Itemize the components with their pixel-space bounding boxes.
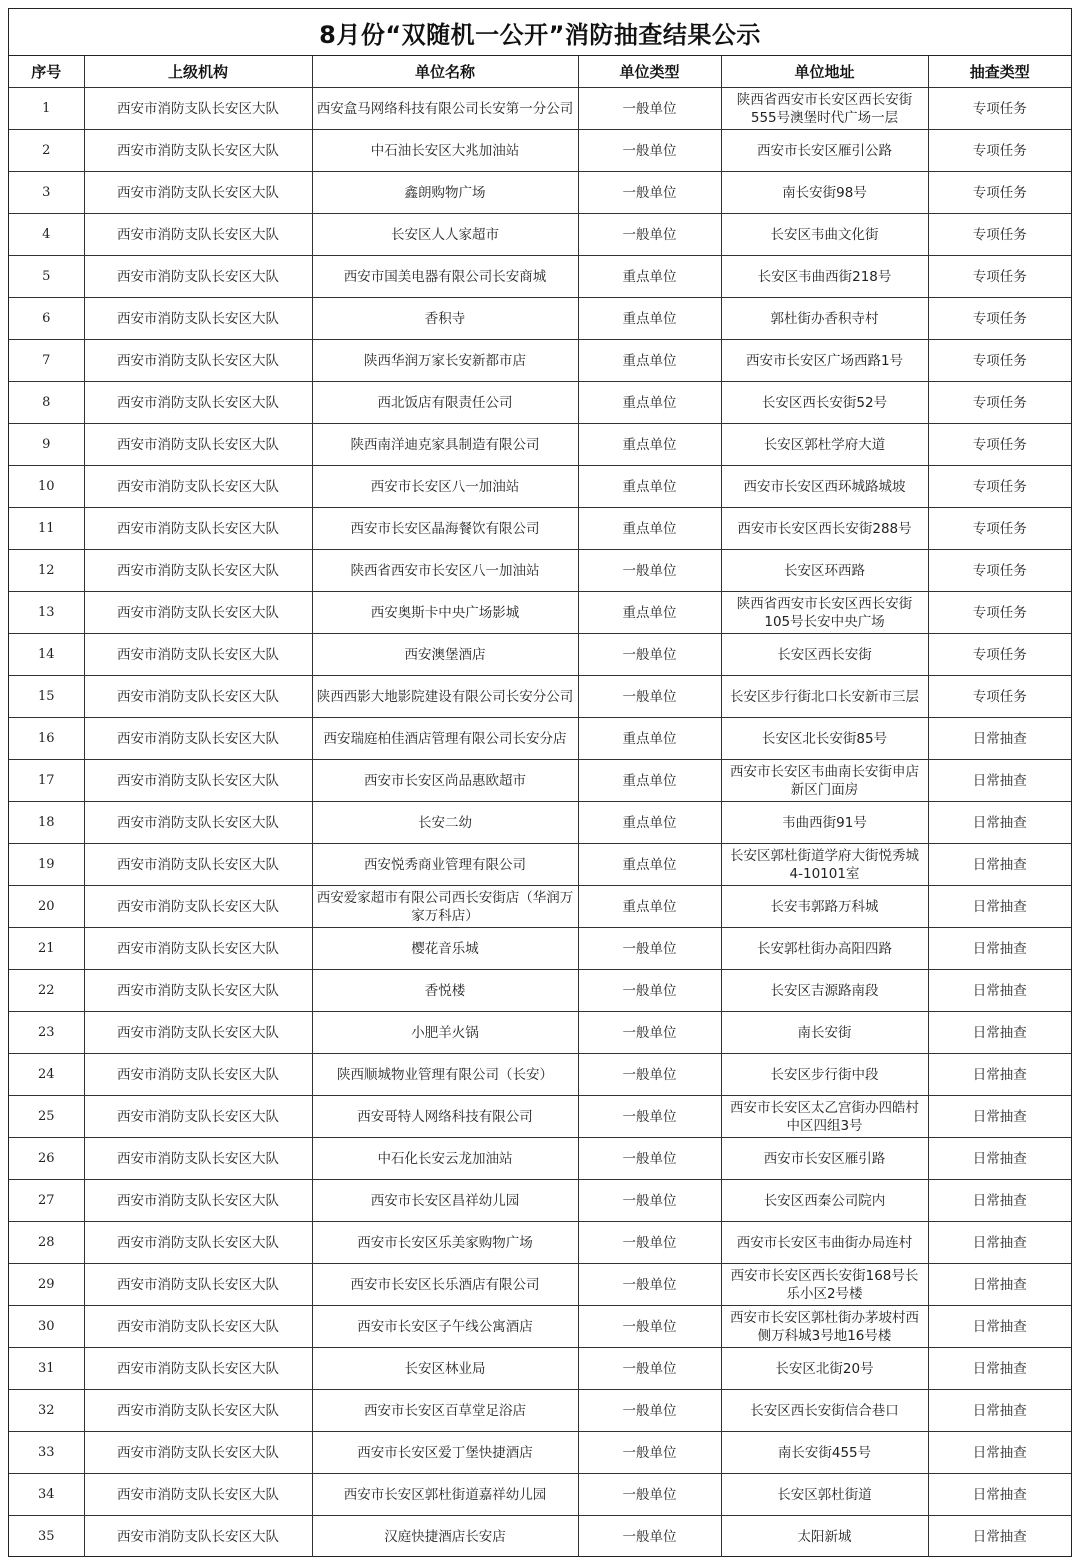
table-row bbox=[9, 130, 1071, 172]
cell-index: 31 bbox=[9, 1348, 84, 1390]
table-row bbox=[9, 592, 1071, 634]
cell-inspection-type: 日常抽查 bbox=[928, 844, 1071, 886]
cell-unit-name: 西安市国美电器有限公司长安商城 bbox=[312, 256, 578, 298]
cell-unit-type: 一般单位 bbox=[578, 550, 721, 592]
cell-inspection-type: 专项任务 bbox=[928, 466, 1071, 508]
table-row bbox=[9, 1390, 1071, 1432]
cell-inspection-type: 专项任务 bbox=[928, 340, 1071, 382]
cell-unit-type: 一般单位 bbox=[578, 130, 721, 172]
cell-parent-org: 西安市消防支队长安区大队 bbox=[84, 760, 312, 802]
table-row bbox=[9, 886, 1071, 928]
cell-unit-type: 一般单位 bbox=[578, 1222, 721, 1264]
cell-unit-name: 西安市长安区八一加油站 bbox=[312, 466, 578, 508]
cell-unit-address: 西安市长安区韦曲街办局连村 bbox=[721, 1222, 928, 1264]
cell-unit-type: 重点单位 bbox=[578, 886, 721, 928]
cell-unit-name: 樱花音乐城 bbox=[312, 928, 578, 970]
table-row bbox=[9, 970, 1071, 1012]
column-header-unit-type: 单位类型 bbox=[578, 56, 721, 88]
cell-unit-type: 重点单位 bbox=[578, 466, 721, 508]
column-header-unit-name: 单位名称 bbox=[312, 56, 578, 88]
cell-index: 35 bbox=[9, 1516, 84, 1558]
table-row bbox=[9, 1432, 1071, 1474]
cell-unit-address: 长安郭杜街办高阳四路 bbox=[721, 928, 928, 970]
cell-inspection-type: 日常抽查 bbox=[928, 928, 1071, 970]
cell-parent-org: 西安市消防支队长安区大队 bbox=[84, 214, 312, 256]
cell-unit-name: 中石化长安云龙加油站 bbox=[312, 1138, 578, 1180]
cell-inspection-type: 日常抽查 bbox=[928, 1264, 1071, 1306]
table-row bbox=[9, 340, 1071, 382]
cell-inspection-type: 日常抽查 bbox=[928, 1012, 1071, 1054]
cell-unit-address: 陕西省西安市长安区西长安街105号长安中央广场 bbox=[721, 592, 928, 634]
cell-unit-address: 西安市长安区郭杜街办茅坡村西侧万科城3号地16号楼 bbox=[721, 1306, 928, 1348]
cell-inspection-type: 日常抽查 bbox=[928, 1516, 1071, 1558]
cell-index: 26 bbox=[9, 1138, 84, 1180]
cell-unit-type: 一般单位 bbox=[578, 1306, 721, 1348]
cell-index: 17 bbox=[9, 760, 84, 802]
cell-parent-org: 西安市消防支队长安区大队 bbox=[84, 676, 312, 718]
cell-index: 29 bbox=[9, 1264, 84, 1306]
table-row bbox=[9, 1054, 1071, 1096]
table-row bbox=[9, 760, 1071, 802]
table-row bbox=[9, 1138, 1071, 1180]
cell-unit-name: 陕西华润万家长安新都市店 bbox=[312, 340, 578, 382]
cell-unit-type: 重点单位 bbox=[578, 718, 721, 760]
cell-parent-org: 西安市消防支队长安区大队 bbox=[84, 928, 312, 970]
table-row bbox=[9, 466, 1071, 508]
cell-unit-type: 一般单位 bbox=[578, 1348, 721, 1390]
table-row bbox=[9, 844, 1071, 886]
cell-parent-org: 西安市消防支队长安区大队 bbox=[84, 1516, 312, 1558]
cell-unit-address: 南长安街455号 bbox=[721, 1432, 928, 1474]
column-header-unit-address: 单位地址 bbox=[721, 56, 928, 88]
cell-unit-name: 香积寺 bbox=[312, 298, 578, 340]
cell-inspection-type: 日常抽查 bbox=[928, 1348, 1071, 1390]
cell-unit-address: 太阳新城 bbox=[721, 1516, 928, 1558]
table-row bbox=[9, 1222, 1071, 1264]
cell-inspection-type: 专项任务 bbox=[928, 550, 1071, 592]
cell-unit-address: 长安区步行街北口长安新市三层 bbox=[721, 676, 928, 718]
cell-index: 13 bbox=[9, 592, 84, 634]
cell-index: 10 bbox=[9, 466, 84, 508]
cell-unit-name: 西安市长安区昌祥幼儿园 bbox=[312, 1180, 578, 1222]
cell-parent-org: 西安市消防支队长安区大队 bbox=[84, 1474, 312, 1516]
table-row bbox=[9, 1306, 1071, 1348]
cell-unit-address: 西安市长安区雁引公路 bbox=[721, 130, 928, 172]
cell-parent-org: 西安市消防支队长安区大队 bbox=[84, 1264, 312, 1306]
cell-unit-address: 长安区西长安街52号 bbox=[721, 382, 928, 424]
cell-index: 8 bbox=[9, 382, 84, 424]
cell-parent-org: 西安市消防支队长安区大队 bbox=[84, 298, 312, 340]
cell-unit-address: 西安市长安区西环城路城坡 bbox=[721, 466, 928, 508]
cell-unit-type: 一般单位 bbox=[578, 676, 721, 718]
cell-inspection-type: 专项任务 bbox=[928, 592, 1071, 634]
cell-unit-address: 西安市长安区韦曲南长安街申店新区门面房 bbox=[721, 760, 928, 802]
cell-unit-address: 长安区北街20号 bbox=[721, 1348, 928, 1390]
cell-unit-name: 西安市长安区百草堂足浴店 bbox=[312, 1390, 578, 1432]
cell-index: 2 bbox=[9, 130, 84, 172]
cell-parent-org: 西安市消防支队长安区大队 bbox=[84, 1180, 312, 1222]
cell-unit-name: 长安区人人家超市 bbox=[312, 214, 578, 256]
cell-index: 4 bbox=[9, 214, 84, 256]
cell-unit-name: 长安二幼 bbox=[312, 802, 578, 844]
cell-unit-type: 一般单位 bbox=[578, 970, 721, 1012]
cell-unit-name: 陕西省西安市长安区八一加油站 bbox=[312, 550, 578, 592]
table-row bbox=[9, 1096, 1071, 1138]
cell-parent-org: 西安市消防支队长安区大队 bbox=[84, 886, 312, 928]
cell-parent-org: 西安市消防支队长安区大队 bbox=[84, 1222, 312, 1264]
column-header-inspection-type: 抽查类型 bbox=[928, 56, 1071, 88]
cell-unit-type: 一般单位 bbox=[578, 1012, 721, 1054]
cell-unit-name: 西安哥特人网络科技有限公司 bbox=[312, 1096, 578, 1138]
table-row bbox=[9, 1516, 1071, 1558]
cell-parent-org: 西安市消防支队长安区大队 bbox=[84, 802, 312, 844]
cell-unit-type: 一般单位 bbox=[578, 928, 721, 970]
cell-parent-org: 西安市消防支队长安区大队 bbox=[84, 592, 312, 634]
cell-index: 7 bbox=[9, 340, 84, 382]
cell-parent-org: 西安市消防支队长安区大队 bbox=[84, 172, 312, 214]
cell-index: 20 bbox=[9, 886, 84, 928]
cell-index: 33 bbox=[9, 1432, 84, 1474]
cell-inspection-type: 日常抽查 bbox=[928, 760, 1071, 802]
cell-unit-type: 一般单位 bbox=[578, 1180, 721, 1222]
cell-unit-type: 重点单位 bbox=[578, 802, 721, 844]
cell-unit-name: 西北饭店有限责任公司 bbox=[312, 382, 578, 424]
cell-unit-address: 长安区步行街中段 bbox=[721, 1054, 928, 1096]
cell-inspection-type: 日常抽查 bbox=[928, 1474, 1071, 1516]
cell-inspection-type: 专项任务 bbox=[928, 634, 1071, 676]
cell-index: 25 bbox=[9, 1096, 84, 1138]
table-row bbox=[9, 928, 1071, 970]
table-row bbox=[9, 508, 1071, 550]
table-row bbox=[9, 1264, 1071, 1306]
page-title: 8月份“双随机一公开”消防抽查结果公示 bbox=[9, 9, 1071, 56]
cell-inspection-type: 专项任务 bbox=[928, 424, 1071, 466]
cell-unit-name: 西安市长安区晶海餐饮有限公司 bbox=[312, 508, 578, 550]
cell-inspection-type: 日常抽查 bbox=[928, 1096, 1071, 1138]
cell-unit-type: 一般单位 bbox=[578, 1054, 721, 1096]
cell-index: 5 bbox=[9, 256, 84, 298]
cell-index: 9 bbox=[9, 424, 84, 466]
cell-unit-name: 鑫朗购物广场 bbox=[312, 172, 578, 214]
cell-unit-address: 长安区郭杜学府大道 bbox=[721, 424, 928, 466]
cell-index: 32 bbox=[9, 1390, 84, 1432]
cell-unit-name: 西安市长安区爱丁堡快捷酒店 bbox=[312, 1432, 578, 1474]
table-body bbox=[9, 88, 1071, 1558]
cell-index: 21 bbox=[9, 928, 84, 970]
cell-inspection-type: 专项任务 bbox=[928, 88, 1071, 130]
cell-parent-org: 西安市消防支队长安区大队 bbox=[84, 718, 312, 760]
cell-unit-name: 陕西西影大地影院建设有限公司长安分公司 bbox=[312, 676, 578, 718]
cell-unit-name: 西安爱家超市有限公司西长安街店（华润万家万科店） bbox=[312, 886, 578, 928]
cell-parent-org: 西安市消防支队长安区大队 bbox=[84, 1432, 312, 1474]
cell-unit-name: 西安悦秀商业管理有限公司 bbox=[312, 844, 578, 886]
cell-index: 27 bbox=[9, 1180, 84, 1222]
cell-index: 18 bbox=[9, 802, 84, 844]
cell-index: 3 bbox=[9, 172, 84, 214]
cell-inspection-type: 日常抽查 bbox=[928, 1222, 1071, 1264]
cell-unit-address: 长安区环西路 bbox=[721, 550, 928, 592]
cell-unit-name: 汉庭快捷酒店长安店 bbox=[312, 1516, 578, 1558]
cell-parent-org: 西安市消防支队长安区大队 bbox=[84, 1348, 312, 1390]
table-row bbox=[9, 676, 1071, 718]
cell-inspection-type: 日常抽查 bbox=[928, 1180, 1071, 1222]
cell-unit-address: 长安区吉源路南段 bbox=[721, 970, 928, 1012]
cell-unit-name: 陕西南洋迪克家具制造有限公司 bbox=[312, 424, 578, 466]
cell-unit-type: 一般单位 bbox=[578, 1096, 721, 1138]
cell-unit-name: 西安市长安区长乐酒店有限公司 bbox=[312, 1264, 578, 1306]
cell-parent-org: 西安市消防支队长安区大队 bbox=[84, 508, 312, 550]
cell-inspection-type: 日常抽查 bbox=[928, 1054, 1071, 1096]
cell-inspection-type: 专项任务 bbox=[928, 298, 1071, 340]
cell-index: 12 bbox=[9, 550, 84, 592]
cell-parent-org: 西安市消防支队长安区大队 bbox=[84, 844, 312, 886]
table-row bbox=[9, 634, 1071, 676]
cell-inspection-type: 日常抽查 bbox=[928, 1432, 1071, 1474]
cell-unit-name: 西安澳堡酒店 bbox=[312, 634, 578, 676]
table-row bbox=[9, 172, 1071, 214]
cell-unit-name: 香悦楼 bbox=[312, 970, 578, 1012]
cell-unit-type: 重点单位 bbox=[578, 760, 721, 802]
cell-unit-address: 西安市长安区西长安街168号长乐小区2号楼 bbox=[721, 1264, 928, 1306]
cell-unit-name: 西安市长安区郭杜街道嘉祥幼儿园 bbox=[312, 1474, 578, 1516]
cell-unit-type: 重点单位 bbox=[578, 592, 721, 634]
cell-parent-org: 西安市消防支队长安区大队 bbox=[84, 1138, 312, 1180]
cell-unit-type: 重点单位 bbox=[578, 508, 721, 550]
inspection-results-sheet bbox=[8, 8, 1072, 1557]
table-row bbox=[9, 88, 1071, 130]
cell-index: 14 bbox=[9, 634, 84, 676]
cell-unit-address: 西安市长安区雁引路 bbox=[721, 1138, 928, 1180]
cell-parent-org: 西安市消防支队长安区大队 bbox=[84, 1054, 312, 1096]
cell-unit-type: 一般单位 bbox=[578, 214, 721, 256]
cell-index: 22 bbox=[9, 970, 84, 1012]
cell-unit-name: 西安奥斯卡中央广场影城 bbox=[312, 592, 578, 634]
cell-parent-org: 西安市消防支队长安区大队 bbox=[84, 382, 312, 424]
cell-unit-type: 一般单位 bbox=[578, 1390, 721, 1432]
cell-inspection-type: 日常抽查 bbox=[928, 1138, 1071, 1180]
cell-unit-type: 一般单位 bbox=[578, 1474, 721, 1516]
cell-unit-address: 南长安街98号 bbox=[721, 172, 928, 214]
cell-inspection-type: 专项任务 bbox=[928, 382, 1071, 424]
cell-unit-address: 长安区西秦公司院内 bbox=[721, 1180, 928, 1222]
cell-unit-address: 西安市长安区广场西路1号 bbox=[721, 340, 928, 382]
cell-unit-type: 重点单位 bbox=[578, 256, 721, 298]
cell-index: 16 bbox=[9, 718, 84, 760]
table-row bbox=[9, 802, 1071, 844]
cell-parent-org: 西安市消防支队长安区大队 bbox=[84, 1306, 312, 1348]
cell-parent-org: 西安市消防支队长安区大队 bbox=[84, 970, 312, 1012]
cell-parent-org: 西安市消防支队长安区大队 bbox=[84, 1390, 312, 1432]
table-row bbox=[9, 214, 1071, 256]
cell-unit-type: 一般单位 bbox=[578, 88, 721, 130]
table-row bbox=[9, 382, 1071, 424]
cell-parent-org: 西安市消防支队长安区大队 bbox=[84, 1096, 312, 1138]
cell-unit-address: 长安区西长安街 bbox=[721, 634, 928, 676]
cell-index: 15 bbox=[9, 676, 84, 718]
column-header-index: 序号 bbox=[9, 56, 84, 88]
table-row bbox=[9, 718, 1071, 760]
cell-index: 28 bbox=[9, 1222, 84, 1264]
cell-unit-type: 重点单位 bbox=[578, 298, 721, 340]
table-row bbox=[9, 550, 1071, 592]
cell-unit-address: 陕西省西安市长安区西长安街555号澳堡时代广场一层 bbox=[721, 88, 928, 130]
cell-parent-org: 西安市消防支队长安区大队 bbox=[84, 1012, 312, 1054]
cell-index: 30 bbox=[9, 1306, 84, 1348]
cell-inspection-type: 专项任务 bbox=[928, 172, 1071, 214]
results-table bbox=[9, 56, 1071, 1557]
cell-unit-address: 南长安街 bbox=[721, 1012, 928, 1054]
cell-inspection-type: 专项任务 bbox=[928, 508, 1071, 550]
cell-unit-name: 西安盒马网络科技有限公司长安第一分公司 bbox=[312, 88, 578, 130]
cell-unit-address: 郭杜街办香积寺村 bbox=[721, 298, 928, 340]
cell-unit-type: 重点单位 bbox=[578, 844, 721, 886]
cell-unit-address: 长安区北长安街85号 bbox=[721, 718, 928, 760]
table-row bbox=[9, 424, 1071, 466]
cell-index: 19 bbox=[9, 844, 84, 886]
cell-inspection-type: 专项任务 bbox=[928, 256, 1071, 298]
cell-index: 11 bbox=[9, 508, 84, 550]
cell-inspection-type: 日常抽查 bbox=[928, 886, 1071, 928]
cell-unit-type: 一般单位 bbox=[578, 172, 721, 214]
cell-inspection-type: 专项任务 bbox=[928, 676, 1071, 718]
cell-inspection-type: 专项任务 bbox=[928, 130, 1071, 172]
table-row bbox=[9, 1348, 1071, 1390]
table-row bbox=[9, 298, 1071, 340]
cell-unit-name: 西安市长安区乐美家购物广场 bbox=[312, 1222, 578, 1264]
cell-index: 24 bbox=[9, 1054, 84, 1096]
cell-unit-name: 西安市长安区尚品惠欧超市 bbox=[312, 760, 578, 802]
cell-index: 23 bbox=[9, 1012, 84, 1054]
cell-inspection-type: 日常抽查 bbox=[928, 718, 1071, 760]
cell-unit-type: 重点单位 bbox=[578, 424, 721, 466]
cell-inspection-type: 日常抽查 bbox=[928, 802, 1071, 844]
cell-parent-org: 西安市消防支队长安区大队 bbox=[84, 634, 312, 676]
cell-parent-org: 西安市消防支队长安区大队 bbox=[84, 256, 312, 298]
cell-inspection-type: 日常抽查 bbox=[928, 1390, 1071, 1432]
table-header-row bbox=[9, 56, 1071, 88]
table-row bbox=[9, 256, 1071, 298]
cell-unit-type: 一般单位 bbox=[578, 1138, 721, 1180]
cell-unit-name: 陕西顺城物业管理有限公司（长安） bbox=[312, 1054, 578, 1096]
cell-unit-address: 长安区西长安街信合巷口 bbox=[721, 1390, 928, 1432]
cell-unit-type: 一般单位 bbox=[578, 1264, 721, 1306]
cell-parent-org: 西安市消防支队长安区大队 bbox=[84, 88, 312, 130]
cell-index: 6 bbox=[9, 298, 84, 340]
cell-parent-org: 西安市消防支队长安区大队 bbox=[84, 340, 312, 382]
cell-index: 34 bbox=[9, 1474, 84, 1516]
cell-unit-type: 一般单位 bbox=[578, 634, 721, 676]
cell-unit-address: 长安区韦曲西街218号 bbox=[721, 256, 928, 298]
cell-inspection-type: 日常抽查 bbox=[928, 970, 1071, 1012]
cell-unit-name: 西安瑞庭柏佳酒店管理有限公司长安分店 bbox=[312, 718, 578, 760]
cell-unit-address: 长安区韦曲文化街 bbox=[721, 214, 928, 256]
cell-unit-address: 长安区郭杜街道 bbox=[721, 1474, 928, 1516]
cell-unit-name: 中石油长安区大兆加油站 bbox=[312, 130, 578, 172]
cell-parent-org: 西安市消防支队长安区大队 bbox=[84, 550, 312, 592]
cell-unit-type: 一般单位 bbox=[578, 1516, 721, 1558]
cell-unit-type: 一般单位 bbox=[578, 1432, 721, 1474]
cell-inspection-type: 专项任务 bbox=[928, 214, 1071, 256]
cell-unit-name: 西安市长安区子午线公寓酒店 bbox=[312, 1306, 578, 1348]
table-row bbox=[9, 1180, 1071, 1222]
cell-unit-type: 重点单位 bbox=[578, 382, 721, 424]
cell-unit-address: 长安韦郭路万科城 bbox=[721, 886, 928, 928]
cell-unit-address: 韦曲西街91号 bbox=[721, 802, 928, 844]
cell-index: 1 bbox=[9, 88, 84, 130]
cell-parent-org: 西安市消防支队长安区大队 bbox=[84, 130, 312, 172]
cell-unit-type: 重点单位 bbox=[578, 340, 721, 382]
column-header-parent-org: 上级机构 bbox=[84, 56, 312, 88]
cell-unit-name: 小肥羊火锅 bbox=[312, 1012, 578, 1054]
table-row bbox=[9, 1012, 1071, 1054]
cell-parent-org: 西安市消防支队长安区大队 bbox=[84, 424, 312, 466]
cell-parent-org: 西安市消防支队长安区大队 bbox=[84, 466, 312, 508]
cell-unit-address: 西安市长安区太乙宫街办四皓村中区四组3号 bbox=[721, 1096, 928, 1138]
cell-unit-name: 长安区林业局 bbox=[312, 1348, 578, 1390]
table-row bbox=[9, 1474, 1071, 1516]
cell-unit-address: 长安区郭杜街道学府大街悦秀城4-10101室 bbox=[721, 844, 928, 886]
cell-unit-address: 西安市长安区西长安街288号 bbox=[721, 508, 928, 550]
cell-inspection-type: 日常抽查 bbox=[928, 1306, 1071, 1348]
